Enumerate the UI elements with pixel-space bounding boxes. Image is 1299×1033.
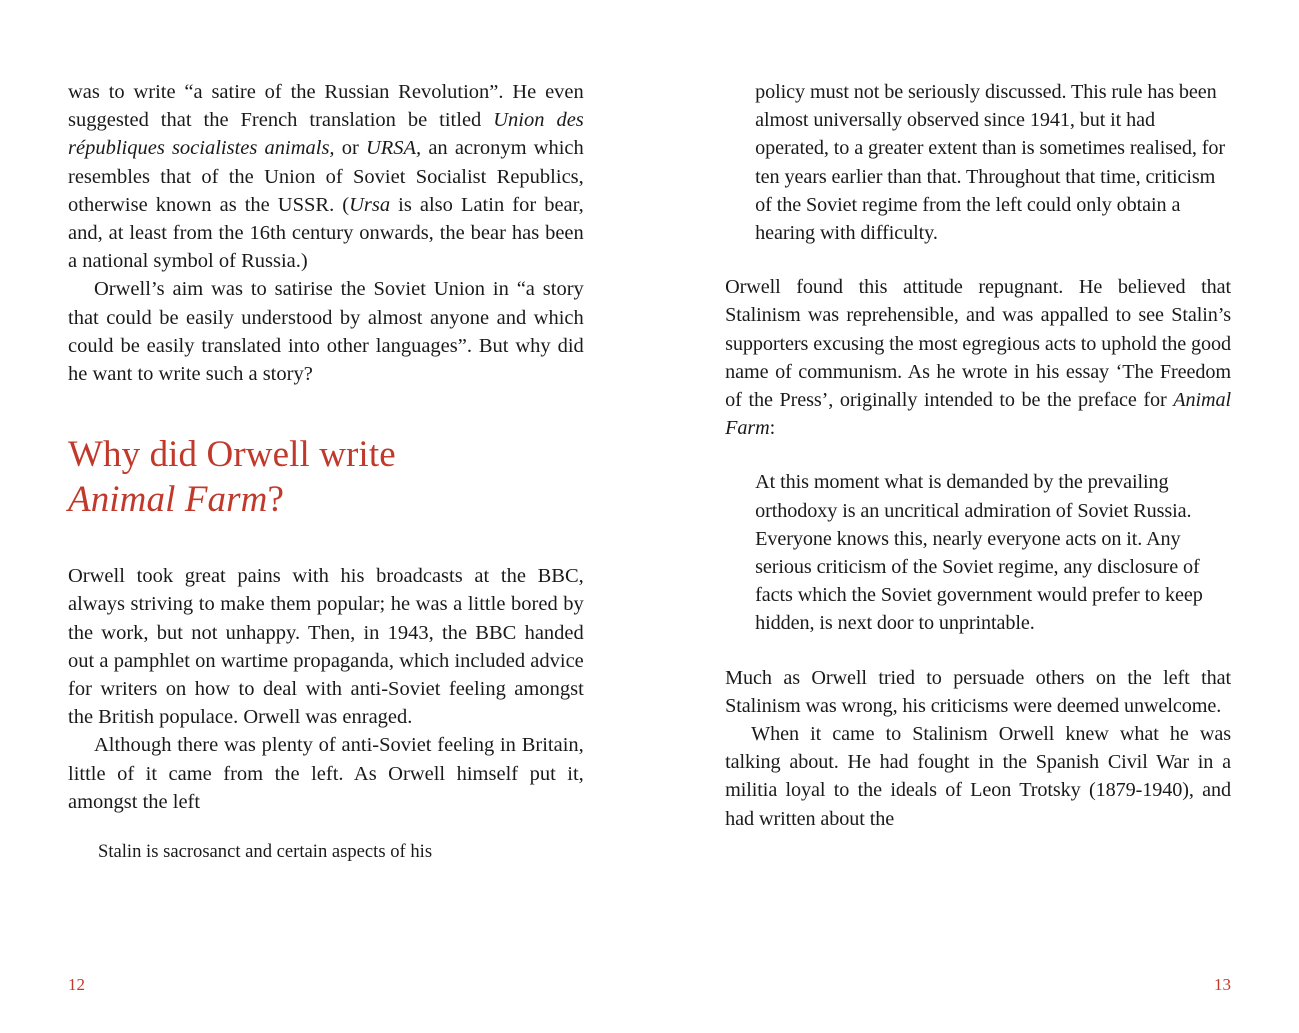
paragraph-left-2: Orwell’s aim was to satirise the Soviet Union in “a story that could be easily understood by almost anyone and which could be easily translated into other languages”. But why did he want to write such a story? xyxy=(68,278,584,386)
text-run: is also Latin for bear, and, at least from the 16th century onwards, the bear has been a national symbol of Russia.) xyxy=(68,193,584,273)
left-page xyxy=(68,78,584,1033)
heading-line-1: Why did Orwell write xyxy=(68,434,396,476)
italic-ursa-acronym: URSA, xyxy=(365,137,422,160)
page-gutter xyxy=(584,78,725,1033)
paragraph-left-3: Orwell took great pains with his broadcasts at the BBC, always striving to make them popular; he was a little bored by the work, but not unhappy. Then, in 1943, the BBC handed out a pamphlet on wartime propaganda, which included advice for writers on how to deal with anti-Soviet feeling amongst the British populace. Orwell was enraged. xyxy=(68,565,584,729)
text-run: was to write “a satire of the Russian Revolution”. He even suggested that the French translation be titled xyxy=(68,81,584,132)
text-run: : xyxy=(769,417,776,440)
paragraph-right-1 xyxy=(725,273,1231,442)
paragraph-right-2: Much as Orwell tried to persuade others on the left that Stalinism was wrong, his criticisms were deemed unwelcome. xyxy=(725,666,1231,717)
folio-left: 12 xyxy=(68,975,85,994)
italic-title-union: Union des républiques socialistes animals, xyxy=(68,109,584,160)
right-page xyxy=(725,78,1231,1033)
heading-book-title: Animal Farm xyxy=(68,479,268,521)
blockquote-left: Stalin is sacrosanct and certain aspects of his xyxy=(98,841,433,863)
paragraph-right-3: When it came to Stalinism Orwell knew what he was talking about. He had fought in the Spanish Civil War in a militia loyal to the ideals of Leon Trotsky (1879-1940), and had written about the xyxy=(725,723,1231,830)
blockquote-right-2: At this moment what is demanded by the prevailing orthodoxy is an uncritical admiration of Soviet Russia. Everyone knows this, nearly everyone acts on it. Any serious criticism of the Soviet regime, any disclosure of facts which the Soviet government would prefer to keep hidden, is next door to unprintable. xyxy=(755,471,1203,635)
folio-right: 13 xyxy=(1214,975,1231,994)
text-run: an acronym which resembles that of the Union of Soviet Socialist Republics, otherwise known as the USSR. ( xyxy=(68,137,584,216)
text-run: or xyxy=(334,137,366,160)
paragraph-left-1 xyxy=(68,78,584,275)
blockquote-right-continued: policy must not be seriously discussed. This rule has been almost universally observed since 1941, but it had operated, to a greater extent than is sometimes realised, for ten years earlier than that. Throughout that time, criticism of the Soviet regime from the left could only obtain a hearing with difficulty. xyxy=(755,81,1225,245)
heading-question-mark: ? xyxy=(267,479,284,521)
italic-ursa: Ursa xyxy=(349,193,391,216)
section-heading xyxy=(68,432,584,522)
italic-animal-farm: Animal Farm xyxy=(725,389,1231,440)
text-run: Orwell found this attitude repugnant. He believed that Stalinism was reprehensible, and was appalled to see Stalin’s supporters excusing the most egregious acts to uphold the good name of communism. As he wrote in his essay ‘The Freedom of the Press’, originally intended to be the preface for xyxy=(725,276,1231,412)
paragraph-left-4: Although there was plenty of anti-Soviet feeling in Britain, little of it came from the left. As Orwell himself put it, amongst the left xyxy=(68,734,584,813)
